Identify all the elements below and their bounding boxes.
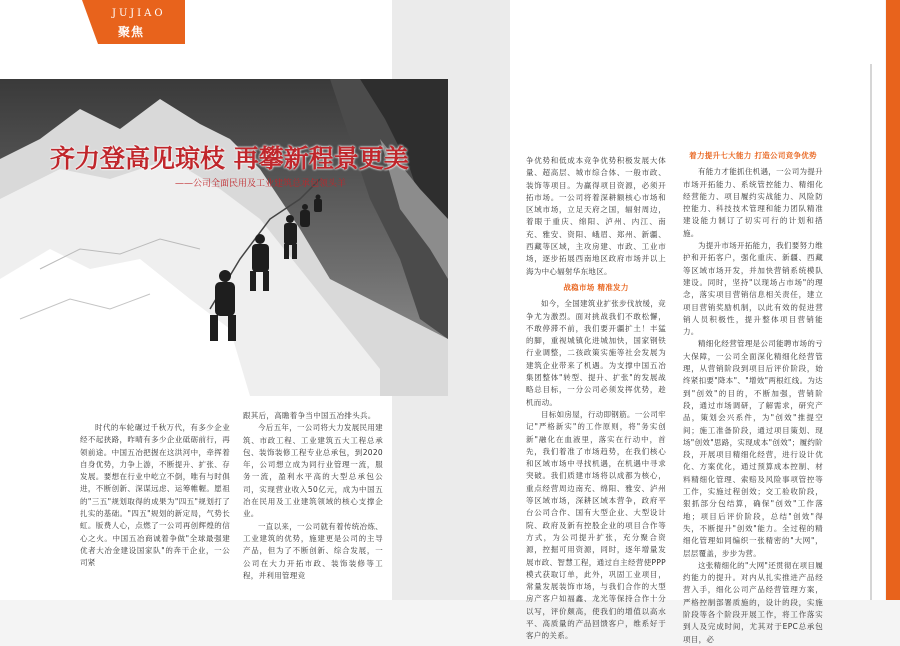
paragraph: 如今，全国建筑业扩张步伐放缓，竞争尤为激烈。面对挑战我们不敢松懈，不敢停滞不前，我们要开疆扩土！丰猛的脚，重视城镇化进城加快，国家钢铁行业调整，二孩政策实施等社会发展为建筑企业带来了机遇。为支撑中国五冶集团整体"转型、提升、扩张"的发展战略总目标，一分公司必须发挥优势，趁机而动。 <box>526 299 666 407</box>
paragraph: 一直以来，一公司就有着传统冶炼、工业建筑的优势，施建更是公司的主导产品，但为了不断创新、综合发展，一公司在大力开拓市政、装饰装修等工程，并利用管理竞 <box>243 521 383 580</box>
text-column-4 <box>683 151 823 646</box>
paragraph: 为提升市场开拓能力，我们要努力维护和开拓客户，强化重庆、新疆、西藏等区域市场开发，并加快营销系统模队建设。同时，坚持"以现场占市场"的理念，落实项目营销信息相关责任，建立项目营销奖励机制，以此有效的促进营销人员积极性，提升整体项目营销能力。 <box>683 241 823 337</box>
text-column-3 <box>526 155 666 643</box>
paragraph: 今后五年，一公司将大力发展民用建筑、市政工程、工业建筑五大工程总承包、装饰装修工程专业总承包，到2020年，公司想立成为同行业管理一流，服务一流，盈利水平高的大型总承包公司，实现营业收入50亿元，成为中国五冶在民用及工业建筑领域的核心支撑企业。 <box>243 423 383 519</box>
mountain-illustration <box>0 79 448 396</box>
paragraph: 目标如房屋，行动即钢筋。一公司牢记"严格新实"的工作原则，将"务实创新"融化在血液里，落实在行动中，首先，我们着准了市场趋势，在我们核心和区域市场中寻找机遇，在机遇中寻求突破。我们质建市场将以成都为核心，重点经营周边南充、绵阳、雅安、泸州等区域市场，深耕区域本营争，政府平台公司合作、国有大型企业、大型设计院、政府及新有控股企业的项目合作等方式，为公司提升扩张，充分聚合资源，控掘可用资源，同时，逐年增量发展市政、智慧工程，通过自主经营使PPP模式获取订单，此外，巩固工业项目，常量发展装饰市场，与我们合作的大型房产客户如福鑫、龙光等保持合作十分以写，评价颇高，使我们的增值以高水平、高质量的产品回馈客户，维系好于客户的关系。 <box>526 409 666 641</box>
section-tab-label: 聚焦 <box>118 25 145 39</box>
paragraph: 争优势和低成本竞争优势积极发展大体量、超高层、城市综合体、一般市政、装饰等项目。为赢得项目资源，必须开拓市场。一公司将着深耕额核心市场和区域市场，立足天府之国，辐射周边，着眼于重庆、绵阳、泸州、内江、南充、雅安、资阳、峨眉、郑州、新疆、西藏等区域，主攻房建、市政、工业市场，逐步拓展西南地区政府市场并以上海为中心辐射华东地区。 <box>526 156 666 276</box>
right-accent-bar <box>886 0 900 600</box>
paragraph: 这张精细化的"大网"还贯彻在项目履约能力的提升。对内从扎实推进产品经营入手，细化公司产品经营管理方案，严格控制部署质施的，设计的段，实施阶段等各个阶段开展工作，将工作落实到人及完成时间，尤其对于EPC总承包项目，必 <box>683 560 823 644</box>
article-title: 齐力登高见琼枝 再攀新程景更美 <box>50 144 409 173</box>
paragraph: 时代的车轮碾过千秋万代，有多少企业经不起狭路，昨晴有多少企业砥砺前行，再领前途。中国五冶把握在这洪河中，牵挥着自身优势，力争上游，不断提升、扩张、存发展。要想在行业中屹立不倒，唯有与时俱进，不断创新、深谋远虑、运筹帷幄。愿祖的"三五"规划取得的成果为"四五"规划打了扎实的基础。"四五"规划的新定局，气势长虹。版费人心，点燃了一公司再创辉煌的信心之火。中国五冶商诚着争做"全球最强建优者大冶金建设国家队"的奔干企业，一公司紧 <box>80 423 230 568</box>
page-edge <box>870 64 872 600</box>
section-tab-latin: JUJIAO <box>112 8 166 19</box>
text-column-1 <box>80 422 230 570</box>
text-column-2 <box>243 410 383 582</box>
paragraph: 跟其后，高瞻着争当中国五冶排头兵。 <box>243 411 376 420</box>
article-subtitle: ——公司全面民用及工业建筑总承包领头羊 <box>175 179 347 189</box>
mountain-climbers-photo <box>0 79 448 396</box>
paragraph: 精细化经营管理是公司能聘市场的亏大保障，一公司全面深化精细化经营管理，从营销阶段到项目后评价阶段，始终紧扣要"降本"、"增效"两根红线。为达到"创效"的目的，不断加强，营销阶段，通过市场调研，了解需求，研究产品，策划会兴系件，为"创效"推提空间；施工准备阶段，通过项目策划、现场"创效"思路，实现成本"创效"；履约阶段，开展项目精细化经营，进行设计优化、方案优化，通过预算成本控制、材料精细化管理、索赔及风险事项管控等工作，实施过程创效；交工验收阶段，狠抓部分包结算，确保"创效"工作落地；项目后评价阶段，总结"创效"得失，不断提升"创效"能力。全过程的精细化管理如同编织一张精密的"大网"，层层覆盖，步步为营。 <box>683 339 823 558</box>
paragraph: 有能力才能抓住机遇，一公司为提升市场开拓能力、系统管控能力、精细化经营能力、项目履约实战能力、风险防控能力、科技技术管理和能力团队精准建设能力制订了切实可行的计划和措施。 <box>683 167 823 238</box>
section-heading: 战稳市场 精准发力 <box>563 282 629 292</box>
section-heading: 着力提升七大能力 打造公司竞争优势 <box>689 151 817 160</box>
